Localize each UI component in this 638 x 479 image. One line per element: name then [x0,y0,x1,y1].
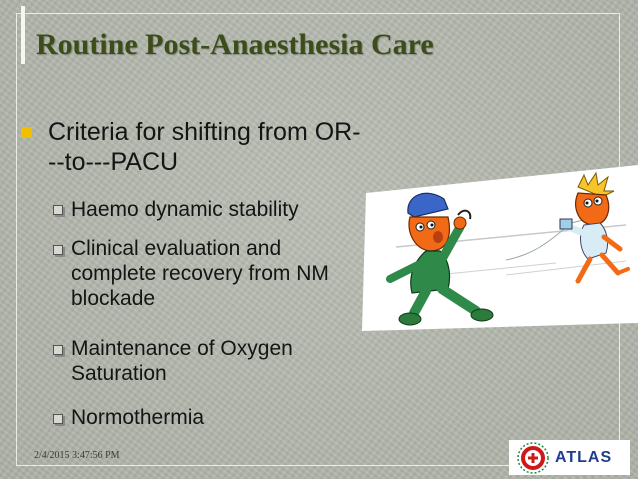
running-cartoon-illustration [356,165,638,345]
title-accent-bar [21,6,25,64]
slide-date: 2/4/2015 3:47:56 PM [34,450,120,461]
checkbox-bullet-icon [53,205,63,215]
bullet-criteria: Criteria for shifting from OR---to---PACU [48,118,361,176]
checkbox-bullet-icon [53,245,63,255]
sub-bullet-haemodynamic: Haemo dynamic stability [71,198,299,221]
atlas-logo-text: ATLAS [555,448,613,466]
atlas-logo-emblem-icon [509,441,553,475]
checkbox-bullet-icon [53,345,63,355]
sub-bullet-normothermia: Normothermia [71,406,205,429]
sub-bullet-clinical-evaluation: Clinical evaluation and complete recovery from NM blockade [71,237,329,310]
square-bullet-icon [21,127,32,138]
atlas-logo [509,440,630,475]
checkbox-bullet-icon [53,414,63,424]
slide-title: Routine Post-Anaesthesia Care [36,28,434,61]
sub-bullet-oxygen-saturation: Maintenance of Oxygen Saturation [71,337,293,385]
